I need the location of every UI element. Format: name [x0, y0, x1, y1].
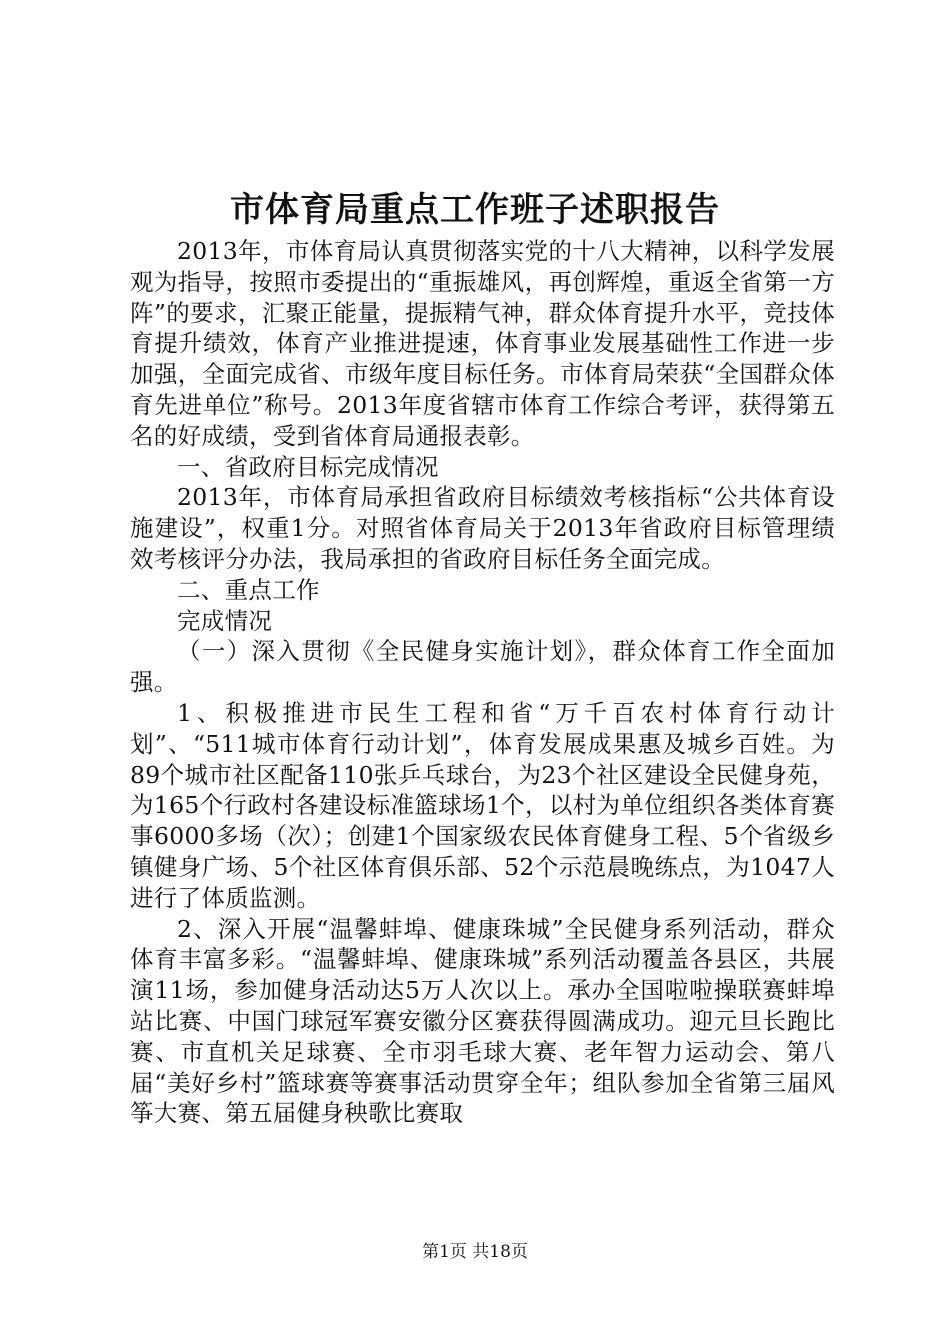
document-body — [130, 236, 835, 1129]
section-heading-2: 二、重点工作 — [177, 575, 320, 604]
paragraph-section-1: 2013年，市体育局承担省政府目标绩效考核指标“公共体育设施建设”，权重1分。对照省体育局关于2013年省政府目标管理绩效考核评分办法，我局承担的省政府目标任务全面完成。 — [130, 483, 835, 573]
page-suffix: 页 — [510, 1242, 528, 1262]
page-current: 1 — [439, 1242, 450, 1262]
subsection-heading-1: （一）深入贯彻《全民健身实施计划》，群众体育工作全面加强。 — [130, 637, 835, 697]
paragraph-intro: 2013年，市体育局认真贯彻落实党的十八大精神，以科学发展观为指导，按照市委提出的“重振雄风，再创辉煌，重返全省第一方阵”的要求，汇聚正能量，提振精气神，群众体育提升水平，竞技体育提升绩效，体育产业推进提速，体育事业发展基础性工作进一步加强，全面完成省、市级年度目标任务。市体育局荣获“全国群众体育先进单位”称号。2013年度省辖市体育工作综合考评，获得第五名的好成绩，受到省体育局通报表彰。 — [130, 237, 835, 450]
page-mid: 页 共 — [449, 1242, 490, 1262]
paragraph-item-2: 2、深入开展“温馨蚌埠、健康珠城”全民健身系列活动，群众体育丰富多彩。“温馨蚌埠、健康珠城”系列活动覆盖各县区，共展演11场，参加健身活动达5万人次以上。承办全国啦啦操联赛蚌埠站比赛、中国门球冠军赛安徽分区赛获得圆满成功。迎元旦长跑比赛、市直机关足球赛、全市羽毛球大赛、老年智力运动会、第八届“美好乡村”篮球赛等赛事活动贯穿全年；组队参加全省第三届风筝大赛、第五届健身秧歌比赛取 — [130, 914, 835, 1128]
page-prefix: 第 — [422, 1242, 440, 1262]
page-footer — [0, 1240, 950, 1264]
section-heading-1: 一、省政府目标完成情况 — [177, 452, 439, 481]
document-title: 市体育局重点工作班子述职报告 — [230, 190, 720, 230]
paragraph-item-1: 1、积极推进市民生工程和省“万千百农村体育行动计划”、“511城市体育行动计划”，体育发展成果惠及城乡百姓。为89个城市社区配备110张乒乓球台，为23个社区建设全民健身苑，为165个行政村各建设标准篮球场1个，以村为单位组织各类体育赛事6000多场（次）；创建1个国家级农民体育健身工程、5个省级乡镇健身广场、5个社区体育俱乐部、52个示范晨晚练点，为1047人进行了体质监测。 — [130, 698, 835, 912]
page-total: 18 — [489, 1242, 511, 1262]
section-subheading: 完成情况 — [177, 606, 273, 635]
